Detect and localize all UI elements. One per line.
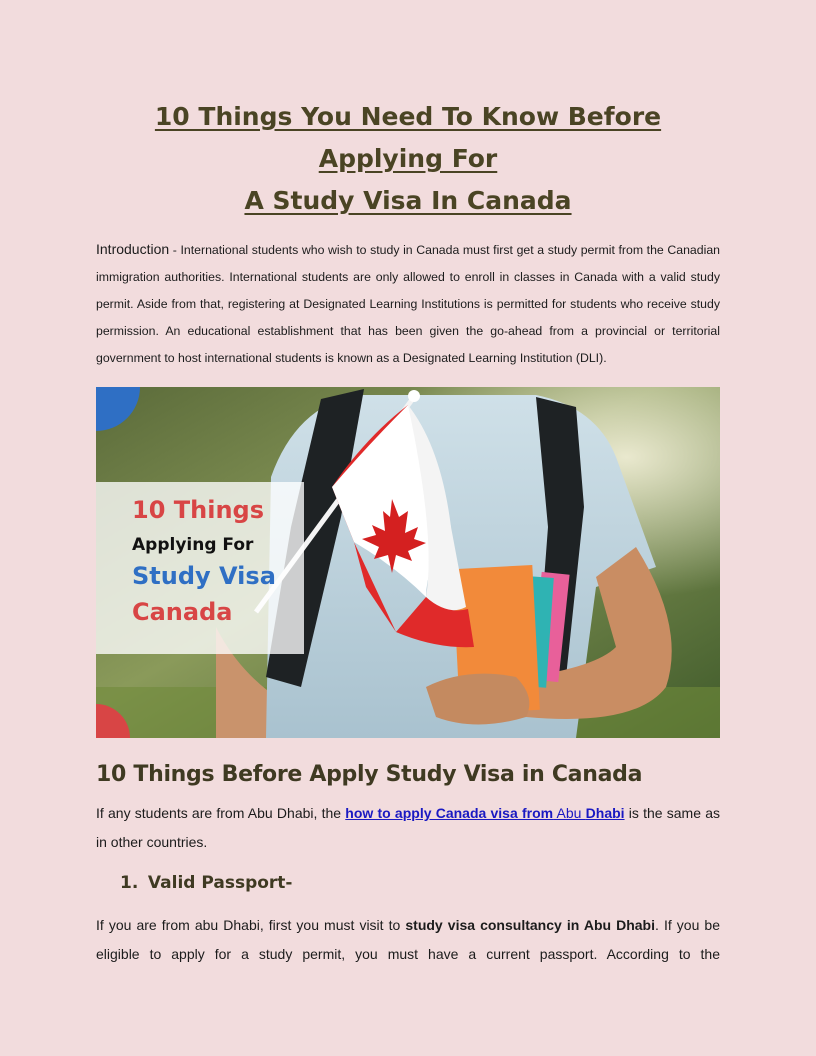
hero-image: [96, 387, 720, 738]
item-1-number: 1.: [120, 873, 139, 893]
intro-lead: Introduction: [96, 241, 170, 257]
document-page: [96, 0, 720, 969]
item-1-paragraph: [96, 911, 720, 969]
item-1-text-bold: study visa consultancy in Abu Dhabi: [405, 917, 655, 933]
hero-illustration: [96, 387, 720, 738]
section-text-after: is the same as in other countries.: [96, 805, 720, 850]
item-1-heading: [120, 873, 720, 893]
section-paragraph: [96, 799, 720, 857]
hero-line-3: Study Visa: [132, 562, 276, 590]
section-text-before: If any students are from Abu Dhabi, the: [96, 805, 346, 821]
section-heading: 10 Things Before Apply Study Visa in Canada: [96, 762, 643, 787]
intro-text: International students who wish to study in Canada must first get a study permit from the Canadian immigration authorities. International students are only allowed to enroll in classes in Canada with a valid study permit. Aside from that, registering at Designated Learning Institutions is permitted for students who receive study permission. An educational establishment that has been given the go-ahead from a provincial or territorial government to host international students is known as a Designated Learning Institution (DLI).: [96, 243, 721, 365]
item-1-text-before: If you are from abu Dhabi, first you must visit to: [96, 917, 406, 933]
flag-pole-tip: [408, 390, 420, 402]
title-line-1: 10 Things You Need To Know Before Applying For: [154, 102, 662, 173]
hero-line-4: Canada: [132, 598, 233, 626]
intro-dash: -: [169, 243, 181, 257]
intro-paragraph: [96, 236, 720, 372]
item-1-title: Valid Passport-: [147, 873, 293, 893]
link-text-bold: how to apply Canada visa from: [345, 805, 554, 821]
page-title: [96, 96, 720, 222]
apply-canada-visa-link[interactable]: [345, 805, 624, 821]
hand: [426, 674, 529, 725]
title-line-2: A Study Visa In Canada: [244, 186, 572, 215]
hero-line-2: Applying For: [132, 535, 254, 555]
link-text-plain: Abu: [553, 805, 586, 821]
link-text-bold-2: Dhabi: [585, 805, 625, 821]
item-1-text-after: . If you be eligible to apply for a study permit, you must have a current passport. According to the: [96, 917, 721, 962]
hero-line-1: 10 Things: [132, 496, 264, 524]
